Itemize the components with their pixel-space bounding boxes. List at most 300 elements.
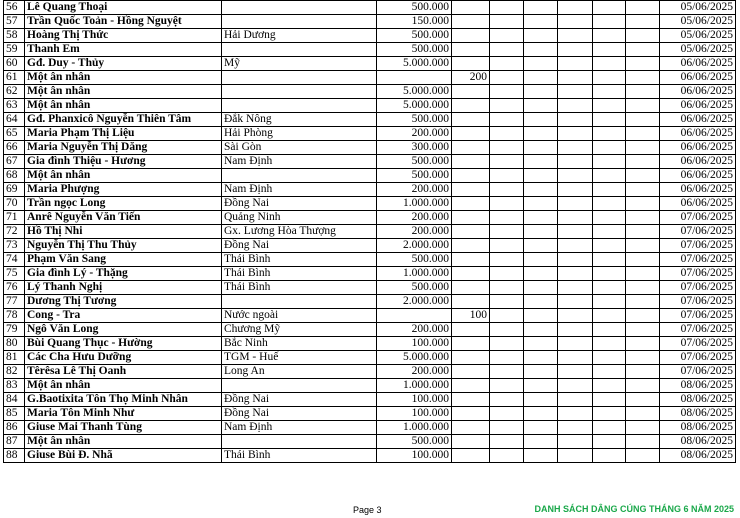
empty-cell <box>593 183 626 197</box>
table-row <box>4 239 736 253</box>
row-number: 64 <box>4 113 25 127</box>
amount-vnd: 2.000.000 <box>377 295 452 309</box>
donation-date: 08/06/2025 <box>660 407 736 421</box>
amount-vnd: 500.000 <box>377 155 452 169</box>
document-title: DANH SÁCH DÂNG CÚNG THÁNG 6 NĂM 2025 <box>534 504 734 514</box>
empty-cell <box>558 169 593 183</box>
amount-vnd: 500.000 <box>377 113 452 127</box>
amount-vnd: 500.000 <box>377 29 452 43</box>
amount-vnd: 300.000 <box>377 141 452 155</box>
empty-cell <box>524 421 558 435</box>
empty-cell <box>524 169 558 183</box>
empty-cell <box>558 57 593 71</box>
empty-cell <box>558 99 593 113</box>
empty-cell <box>524 15 558 29</box>
page-number: Page 3 <box>353 505 382 515</box>
row-number: 57 <box>4 15 25 29</box>
donor-place: Đồng Nai <box>222 407 377 421</box>
amount-usd <box>452 351 490 365</box>
donor-name: Cong - Tra <box>25 309 222 323</box>
amount-vnd: 5.000.000 <box>377 85 452 99</box>
donation-date: 06/06/2025 <box>660 141 736 155</box>
table-row <box>4 281 736 295</box>
row-number: 56 <box>4 1 25 15</box>
amount-usd <box>452 15 490 29</box>
empty-cell <box>490 197 524 211</box>
empty-cell <box>490 365 524 379</box>
empty-cell <box>524 29 558 43</box>
amount-vnd: 1.000.000 <box>377 267 452 281</box>
amount-usd <box>452 365 490 379</box>
empty-cell <box>593 239 626 253</box>
amount-usd <box>452 295 490 309</box>
empty-cell <box>490 127 524 141</box>
amount-usd <box>452 43 490 57</box>
row-number: 76 <box>4 281 25 295</box>
amount-vnd: 500.000 <box>377 1 452 15</box>
empty-cell <box>626 211 660 225</box>
amount-usd <box>452 225 490 239</box>
empty-cell <box>558 127 593 141</box>
row-number: 83 <box>4 379 25 393</box>
row-number: 75 <box>4 267 25 281</box>
donor-name: Lê Quang Thoại <box>25 1 222 15</box>
donor-name: Một ân nhân <box>25 169 222 183</box>
amount-usd <box>452 29 490 43</box>
donation-date: 05/06/2025 <box>660 15 736 29</box>
empty-cell <box>593 295 626 309</box>
empty-cell <box>490 239 524 253</box>
table-row <box>4 183 736 197</box>
empty-cell <box>524 155 558 169</box>
table-row <box>4 435 736 449</box>
empty-cell <box>593 169 626 183</box>
row-number: 72 <box>4 225 25 239</box>
table-row <box>4 365 736 379</box>
donor-name: Dương Thị Tương <box>25 295 222 309</box>
empty-cell <box>558 211 593 225</box>
empty-cell <box>593 267 626 281</box>
empty-cell <box>490 421 524 435</box>
amount-vnd: 1.000.000 <box>377 379 452 393</box>
empty-cell <box>490 295 524 309</box>
empty-cell <box>524 407 558 421</box>
empty-cell <box>490 281 524 295</box>
empty-cell <box>558 435 593 449</box>
empty-cell <box>558 1 593 15</box>
donor-place: Nam Định <box>222 183 377 197</box>
donor-name: Giuse Mai Thanh Tùng <box>25 421 222 435</box>
empty-cell <box>558 43 593 57</box>
empty-cell <box>490 211 524 225</box>
amount-vnd: 100.000 <box>377 337 452 351</box>
donation-date: 05/06/2025 <box>660 43 736 57</box>
empty-cell <box>593 57 626 71</box>
row-number: 71 <box>4 211 25 225</box>
table-row <box>4 15 736 29</box>
amount-usd <box>452 239 490 253</box>
donor-place <box>222 15 377 29</box>
empty-cell <box>524 197 558 211</box>
empty-cell <box>593 99 626 113</box>
empty-cell <box>490 29 524 43</box>
empty-cell <box>524 267 558 281</box>
amount-vnd: 200.000 <box>377 225 452 239</box>
empty-cell <box>593 225 626 239</box>
row-number: 73 <box>4 239 25 253</box>
donor-place: Long An <box>222 365 377 379</box>
row-number: 86 <box>4 421 25 435</box>
donor-place: Đắk Nông <box>222 113 377 127</box>
empty-cell <box>593 323 626 337</box>
amount-usd <box>452 323 490 337</box>
donor-name: Một ân nhân <box>25 85 222 99</box>
donor-place: Bắc Ninh <box>222 337 377 351</box>
empty-cell <box>490 57 524 71</box>
empty-cell <box>490 407 524 421</box>
empty-cell <box>626 85 660 99</box>
donation-table <box>3 0 736 463</box>
empty-cell <box>558 29 593 43</box>
donation-date: 07/06/2025 <box>660 281 736 295</box>
donation-date: 06/06/2025 <box>660 113 736 127</box>
empty-cell <box>626 43 660 57</box>
empty-cell <box>490 1 524 15</box>
row-number: 79 <box>4 323 25 337</box>
donor-name: Maria Nguyễn Thị Dăng <box>25 141 222 155</box>
empty-cell <box>626 309 660 323</box>
donation-date: 07/06/2025 <box>660 351 736 365</box>
row-number: 81 <box>4 351 25 365</box>
table-row <box>4 267 736 281</box>
empty-cell <box>524 183 558 197</box>
donor-name: Các Cha Hưu Dưỡng <box>25 351 222 365</box>
empty-cell <box>490 253 524 267</box>
empty-cell <box>593 141 626 155</box>
empty-cell <box>626 379 660 393</box>
table-row <box>4 85 736 99</box>
empty-cell <box>626 351 660 365</box>
empty-cell <box>490 435 524 449</box>
amount-usd <box>452 337 490 351</box>
empty-cell <box>626 113 660 127</box>
amount-usd <box>452 155 490 169</box>
donor-place: Thái Bình <box>222 253 377 267</box>
donor-place: Thái Bình <box>222 267 377 281</box>
donor-place: Thái Bình <box>222 281 377 295</box>
empty-cell <box>593 85 626 99</box>
empty-cell <box>626 337 660 351</box>
empty-cell <box>524 113 558 127</box>
empty-cell <box>558 71 593 85</box>
empty-cell <box>626 253 660 267</box>
empty-cell <box>593 351 626 365</box>
donor-name: Ngô Văn Long <box>25 323 222 337</box>
empty-cell <box>593 379 626 393</box>
donor-place: Chương Mỹ <box>222 323 377 337</box>
table-row <box>4 197 736 211</box>
donor-name: Một ân nhân <box>25 71 222 85</box>
empty-cell <box>490 323 524 337</box>
table-row <box>4 127 736 141</box>
donor-name: Trần Quốc Toản - Hồng Nguyệt <box>25 15 222 29</box>
empty-cell <box>558 393 593 407</box>
empty-cell <box>558 15 593 29</box>
empty-cell <box>524 71 558 85</box>
empty-cell <box>593 365 626 379</box>
donor-name: Anrê Nguyễn Văn Tiến <box>25 211 222 225</box>
empty-cell <box>626 127 660 141</box>
empty-cell <box>558 323 593 337</box>
empty-cell <box>593 29 626 43</box>
empty-cell <box>626 155 660 169</box>
empty-cell <box>524 85 558 99</box>
empty-cell <box>490 393 524 407</box>
row-number: 85 <box>4 407 25 421</box>
amount-usd <box>452 435 490 449</box>
donor-place: Đồng Nai <box>222 239 377 253</box>
donation-date: 08/06/2025 <box>660 435 736 449</box>
amount-vnd: 5.000.000 <box>377 351 452 365</box>
empty-cell <box>593 253 626 267</box>
donation-date: 07/06/2025 <box>660 337 736 351</box>
donor-place: Nam Định <box>222 421 377 435</box>
empty-cell <box>626 183 660 197</box>
empty-cell <box>490 71 524 85</box>
amount-vnd: 2.000.000 <box>377 239 452 253</box>
donor-place: Nước ngoài <box>222 309 377 323</box>
empty-cell <box>593 337 626 351</box>
donor-name: Maria Phượng <box>25 183 222 197</box>
donor-name: Maria Tôn Minh Như <box>25 407 222 421</box>
empty-cell <box>524 295 558 309</box>
donation-date: 06/06/2025 <box>660 169 736 183</box>
amount-vnd: 200.000 <box>377 183 452 197</box>
table-row <box>4 99 736 113</box>
empty-cell <box>593 15 626 29</box>
donor-place <box>222 99 377 113</box>
table-row <box>4 379 736 393</box>
amount-vnd: 100.000 <box>377 449 452 463</box>
amount-vnd: 500.000 <box>377 253 452 267</box>
empty-cell <box>558 421 593 435</box>
donor-name: Giuse Bùi Đ. Nhã <box>25 449 222 463</box>
donor-name: Một ân nhân <box>25 435 222 449</box>
empty-cell <box>490 351 524 365</box>
donation-date: 06/06/2025 <box>660 155 736 169</box>
row-number: 62 <box>4 85 25 99</box>
row-number: 84 <box>4 393 25 407</box>
table-row <box>4 71 736 85</box>
amount-usd <box>452 267 490 281</box>
donor-name: Hoàng Thị Thức <box>25 29 222 43</box>
empty-cell <box>524 449 558 463</box>
empty-cell <box>490 267 524 281</box>
amount-usd <box>452 85 490 99</box>
amount-vnd <box>377 71 452 85</box>
donor-name: Hồ Thị Nhi <box>25 225 222 239</box>
empty-cell <box>490 43 524 57</box>
amount-usd <box>452 141 490 155</box>
empty-cell <box>626 239 660 253</box>
row-number: 67 <box>4 155 25 169</box>
row-number: 70 <box>4 197 25 211</box>
donor-place: Đồng Nai <box>222 393 377 407</box>
donation-date: 07/06/2025 <box>660 211 736 225</box>
empty-cell <box>593 211 626 225</box>
empty-cell <box>626 15 660 29</box>
donation-date: 07/06/2025 <box>660 253 736 267</box>
donor-place <box>222 43 377 57</box>
empty-cell <box>626 225 660 239</box>
empty-cell <box>558 267 593 281</box>
donation-date: 05/06/2025 <box>660 29 736 43</box>
donor-place <box>222 379 377 393</box>
donor-place <box>222 85 377 99</box>
empty-cell <box>626 71 660 85</box>
empty-cell <box>524 435 558 449</box>
empty-cell <box>558 449 593 463</box>
donor-place: Đồng Nai <box>222 197 377 211</box>
amount-usd <box>452 183 490 197</box>
empty-cell <box>593 113 626 127</box>
table-row <box>4 323 736 337</box>
donation-date: 07/06/2025 <box>660 239 736 253</box>
amount-usd <box>452 113 490 127</box>
amount-vnd: 150.000 <box>377 15 452 29</box>
empty-cell <box>626 449 660 463</box>
empty-cell <box>558 309 593 323</box>
empty-cell <box>524 57 558 71</box>
donation-date: 08/06/2025 <box>660 449 736 463</box>
empty-cell <box>524 365 558 379</box>
table-row <box>4 309 736 323</box>
empty-cell <box>524 281 558 295</box>
table-row <box>4 1 736 15</box>
donor-name: Gia đình Thiệu - Hương <box>25 155 222 169</box>
empty-cell <box>524 309 558 323</box>
row-number: 88 <box>4 449 25 463</box>
donation-date: 07/06/2025 <box>660 225 736 239</box>
amount-vnd: 200.000 <box>377 127 452 141</box>
empty-cell <box>626 141 660 155</box>
donation-date: 06/06/2025 <box>660 183 736 197</box>
empty-cell <box>524 43 558 57</box>
table-row <box>4 225 736 239</box>
amount-usd: 100 <box>452 309 490 323</box>
donor-name: Nguyễn Thị Thu Thủy <box>25 239 222 253</box>
empty-cell <box>593 43 626 57</box>
donation-date: 08/06/2025 <box>660 393 736 407</box>
empty-cell <box>558 197 593 211</box>
empty-cell <box>626 99 660 113</box>
empty-cell <box>524 253 558 267</box>
row-number: 63 <box>4 99 25 113</box>
row-number: 78 <box>4 309 25 323</box>
amount-usd <box>452 421 490 435</box>
donation-date: 07/06/2025 <box>660 309 736 323</box>
table-row <box>4 211 736 225</box>
amount-vnd: 200.000 <box>377 211 452 225</box>
amount-usd <box>452 393 490 407</box>
amount-vnd <box>377 309 452 323</box>
empty-cell <box>524 239 558 253</box>
donor-name: Một ân nhân <box>25 99 222 113</box>
table-row <box>4 337 736 351</box>
empty-cell <box>593 435 626 449</box>
donor-name: Gđ. Phanxicô Nguyễn Thiên Tâm <box>25 113 222 127</box>
donation-date: 07/06/2025 <box>660 295 736 309</box>
donor-name: Gia đình Lý - Thặng <box>25 267 222 281</box>
amount-vnd: 500.000 <box>377 43 452 57</box>
empty-cell <box>593 1 626 15</box>
empty-cell <box>626 197 660 211</box>
empty-cell <box>558 407 593 421</box>
empty-cell <box>490 15 524 29</box>
donor-name: Bùi Quang Thục - Hường <box>25 337 222 351</box>
empty-cell <box>626 57 660 71</box>
table-row <box>4 29 736 43</box>
empty-cell <box>490 113 524 127</box>
amount-usd <box>452 127 490 141</box>
donor-name: Lý Thanh Nghị <box>25 281 222 295</box>
donor-name: G.Baotixita Tôn Thọ Minh Nhân <box>25 393 222 407</box>
empty-cell <box>626 407 660 421</box>
empty-cell <box>524 323 558 337</box>
donation-date: 05/06/2025 <box>660 1 736 15</box>
donation-date: 06/06/2025 <box>660 71 736 85</box>
amount-usd <box>452 57 490 71</box>
donor-place: TGM - Huế <box>222 351 377 365</box>
empty-cell <box>524 337 558 351</box>
empty-cell <box>626 365 660 379</box>
donation-date: 08/06/2025 <box>660 379 736 393</box>
donation-date: 08/06/2025 <box>660 421 736 435</box>
row-number: 80 <box>4 337 25 351</box>
amount-vnd: 100.000 <box>377 393 452 407</box>
empty-cell <box>524 1 558 15</box>
empty-cell <box>626 393 660 407</box>
amount-usd <box>452 169 490 183</box>
empty-cell <box>490 449 524 463</box>
empty-cell <box>558 379 593 393</box>
donor-place: Hải Dương <box>222 29 377 43</box>
table-row <box>4 253 736 267</box>
row-number: 68 <box>4 169 25 183</box>
empty-cell <box>593 197 626 211</box>
empty-cell <box>524 379 558 393</box>
empty-cell <box>524 393 558 407</box>
amount-usd <box>452 407 490 421</box>
table-row <box>4 169 736 183</box>
donation-date: 06/06/2025 <box>660 57 736 71</box>
empty-cell <box>558 365 593 379</box>
empty-cell <box>558 253 593 267</box>
empty-cell <box>490 169 524 183</box>
amount-usd <box>452 253 490 267</box>
empty-cell <box>490 379 524 393</box>
amount-usd <box>452 99 490 113</box>
donor-place <box>222 435 377 449</box>
donation-date: 06/06/2025 <box>660 197 736 211</box>
empty-cell <box>558 141 593 155</box>
donor-place: Thái Bình <box>222 449 377 463</box>
amount-vnd: 1.000.000 <box>377 421 452 435</box>
empty-cell <box>558 295 593 309</box>
donor-name: Thanh Em <box>25 43 222 57</box>
amount-vnd: 5.000.000 <box>377 57 452 71</box>
amount-vnd: 500.000 <box>377 281 452 295</box>
